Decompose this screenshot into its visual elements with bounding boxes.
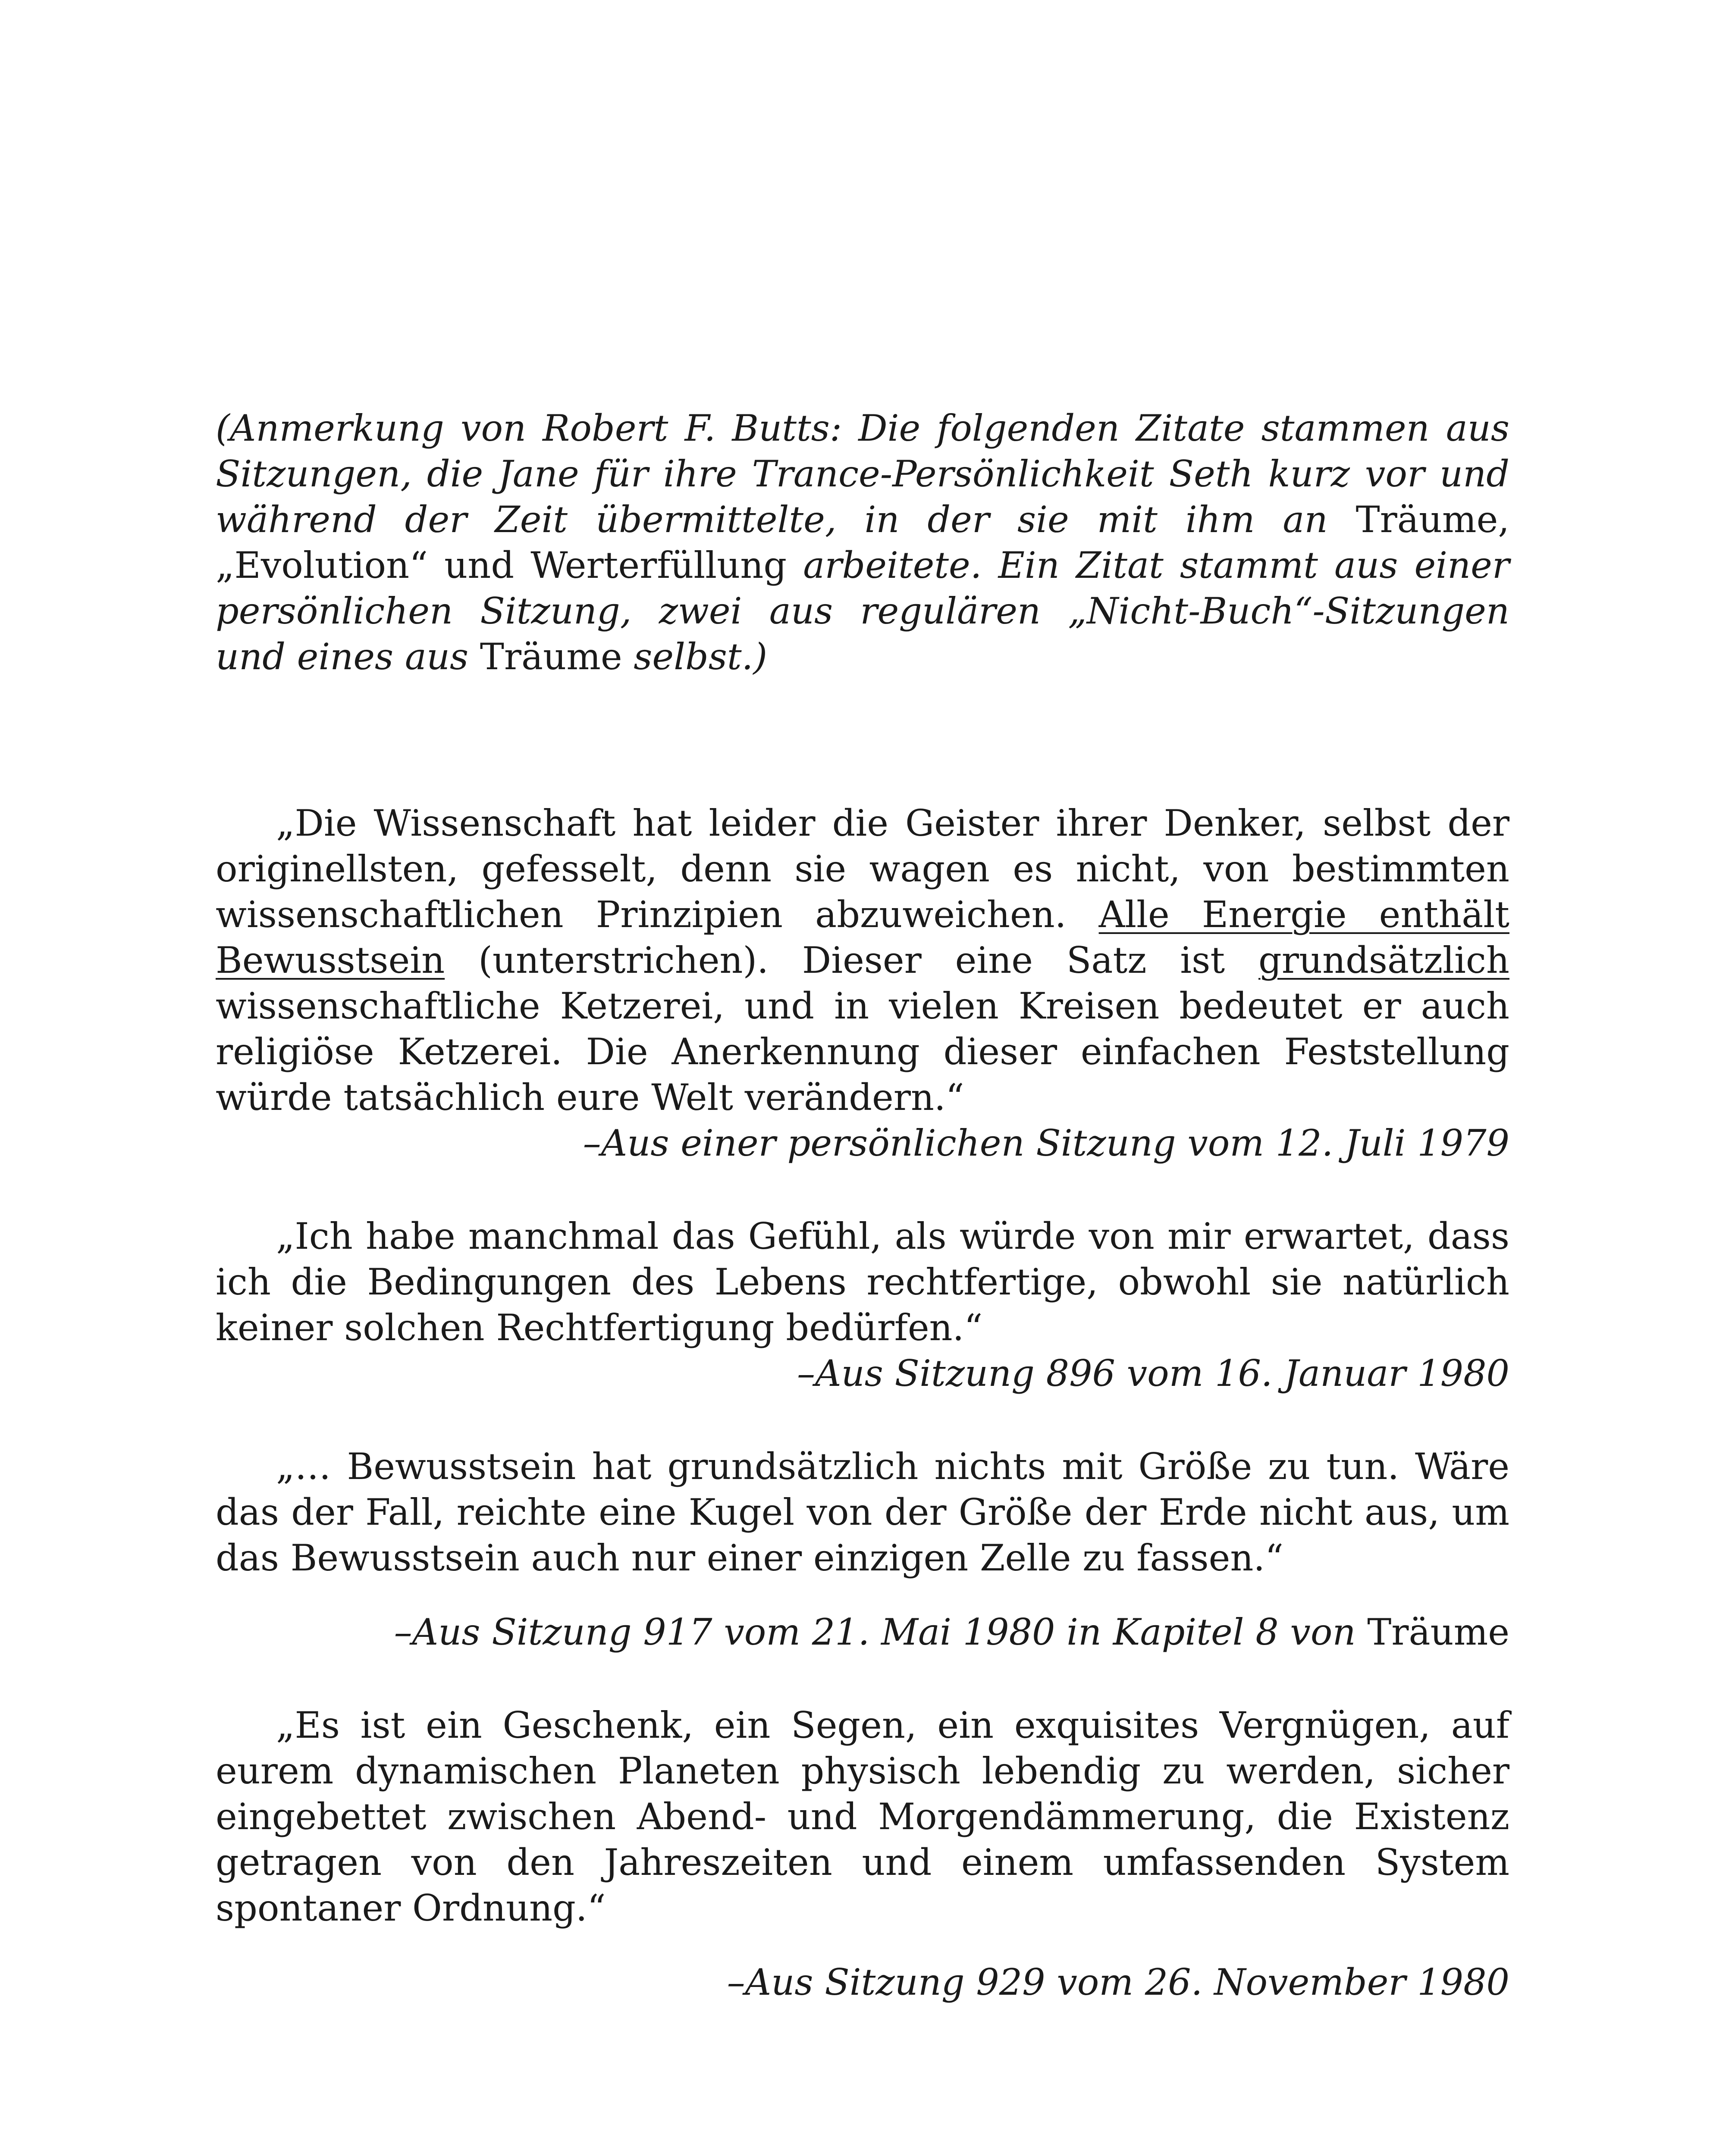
spacer <box>216 1581 1509 1609</box>
quote-3-source-text: –Aus Sitzung 917 vom 21. Mai 1980 in Kapitel 8 von <box>394 1611 1368 1653</box>
editor-note-part-3: selbst.) <box>622 636 768 678</box>
page-content <box>216 405 1509 2005</box>
quote-3-source <box>216 1609 1509 1655</box>
quote-1-underlined-a: Alle Energie enthält Bewusstsein <box>216 893 1509 981</box>
spacer <box>216 1931 1509 1959</box>
editor-note-book-title-2: Träume <box>480 636 622 678</box>
quote-1-source: –Aus einer persönlichen Sitzung vom 12. Juli 1979 <box>583 1122 1509 1164</box>
editor-note-part-1: (Anmerkung von Robert F. Butts: Die folgenden Zitate stammen aus Sitzungen, die Jane für ihre Trance-Persönlichkeit Seth kurz vor und während der Zeit übermittelte, in der sie mit ihm an <box>216 407 1509 541</box>
spacer <box>216 1396 1509 1444</box>
quote-4: „Es ist ein Geschenk, ein Segen, ein exquisites Vergnügen, auf eurem dynamischen Planeten physisch lebendig zu werden, sicher eingebettet zwischen Abend- und Morgendämmerung, die Existenz getragen von den Jahreszeiten und einem umfassenden System spontaner Ordnung.“ <box>216 1704 1509 1929</box>
quote-2: „Ich habe manchmal das Gefühl, als würde von mir erwartet, dass ich die Bedingungen des Lebens rechtfertige, obwohl sie natürlich keiner solchen Rechtfertigung bedürfen.“ <box>216 1215 1509 1349</box>
quote-2-source: –Aus Sitzung 896 vom 16. Januar 1980 <box>797 1352 1509 1395</box>
editor-note <box>216 405 1509 680</box>
quote-3: „… Bewusstsein hat grundsätzlich nichts mit Größe zu tun. Wäre das der Fall, reichte eine Kugel von der Größe der Erde nicht aus, um das Bewusstsein auch nur einer einzigen Zelle zu fassen.“ <box>216 1445 1509 1579</box>
quote-1-text-b: (unterstrichen). Dieser eine Satz ist <box>445 939 1259 981</box>
quote-1-text-a: „Die Wissenschaft hat leider die Geister ihrer Denker, selbst der originellsten, gefesselt, denn sie wagen es nicht, von bestimmten wissenschaftlichen Prinzipien abzuweichen. <box>216 802 1509 936</box>
quote-4-source: –Aus Sitzung 929 vom 26. November 1980 <box>727 1961 1509 2003</box>
editor-note-book-title-1: Träume, „Evolution“ und Werterfüllung <box>216 498 1509 586</box>
quote-1 <box>216 800 1509 1120</box>
spacer <box>216 1655 1509 1702</box>
quote-1-underlined-b: grundsätzlich <box>1258 939 1509 981</box>
quote-1-text-c: wissenschaftliche Ketzerei, und in vielen Kreisen bedeutet er auch religiöse Ketzerei. Die Anerkennung dieser einfachen Feststellung würde tatsächlich eure Welt verändern.“ <box>216 985 1509 1119</box>
spacer <box>216 1166 1509 1213</box>
spacer <box>216 680 1509 800</box>
editor-note-part-2: arbeitete. Ein Zitat stammt aus einer persönlichen Sitzung, zwei aus regulären „Nicht-Buch“-Sitzungen und eines aus <box>216 544 1509 678</box>
quote-3-source-book-title: Träume <box>1367 1611 1509 1653</box>
